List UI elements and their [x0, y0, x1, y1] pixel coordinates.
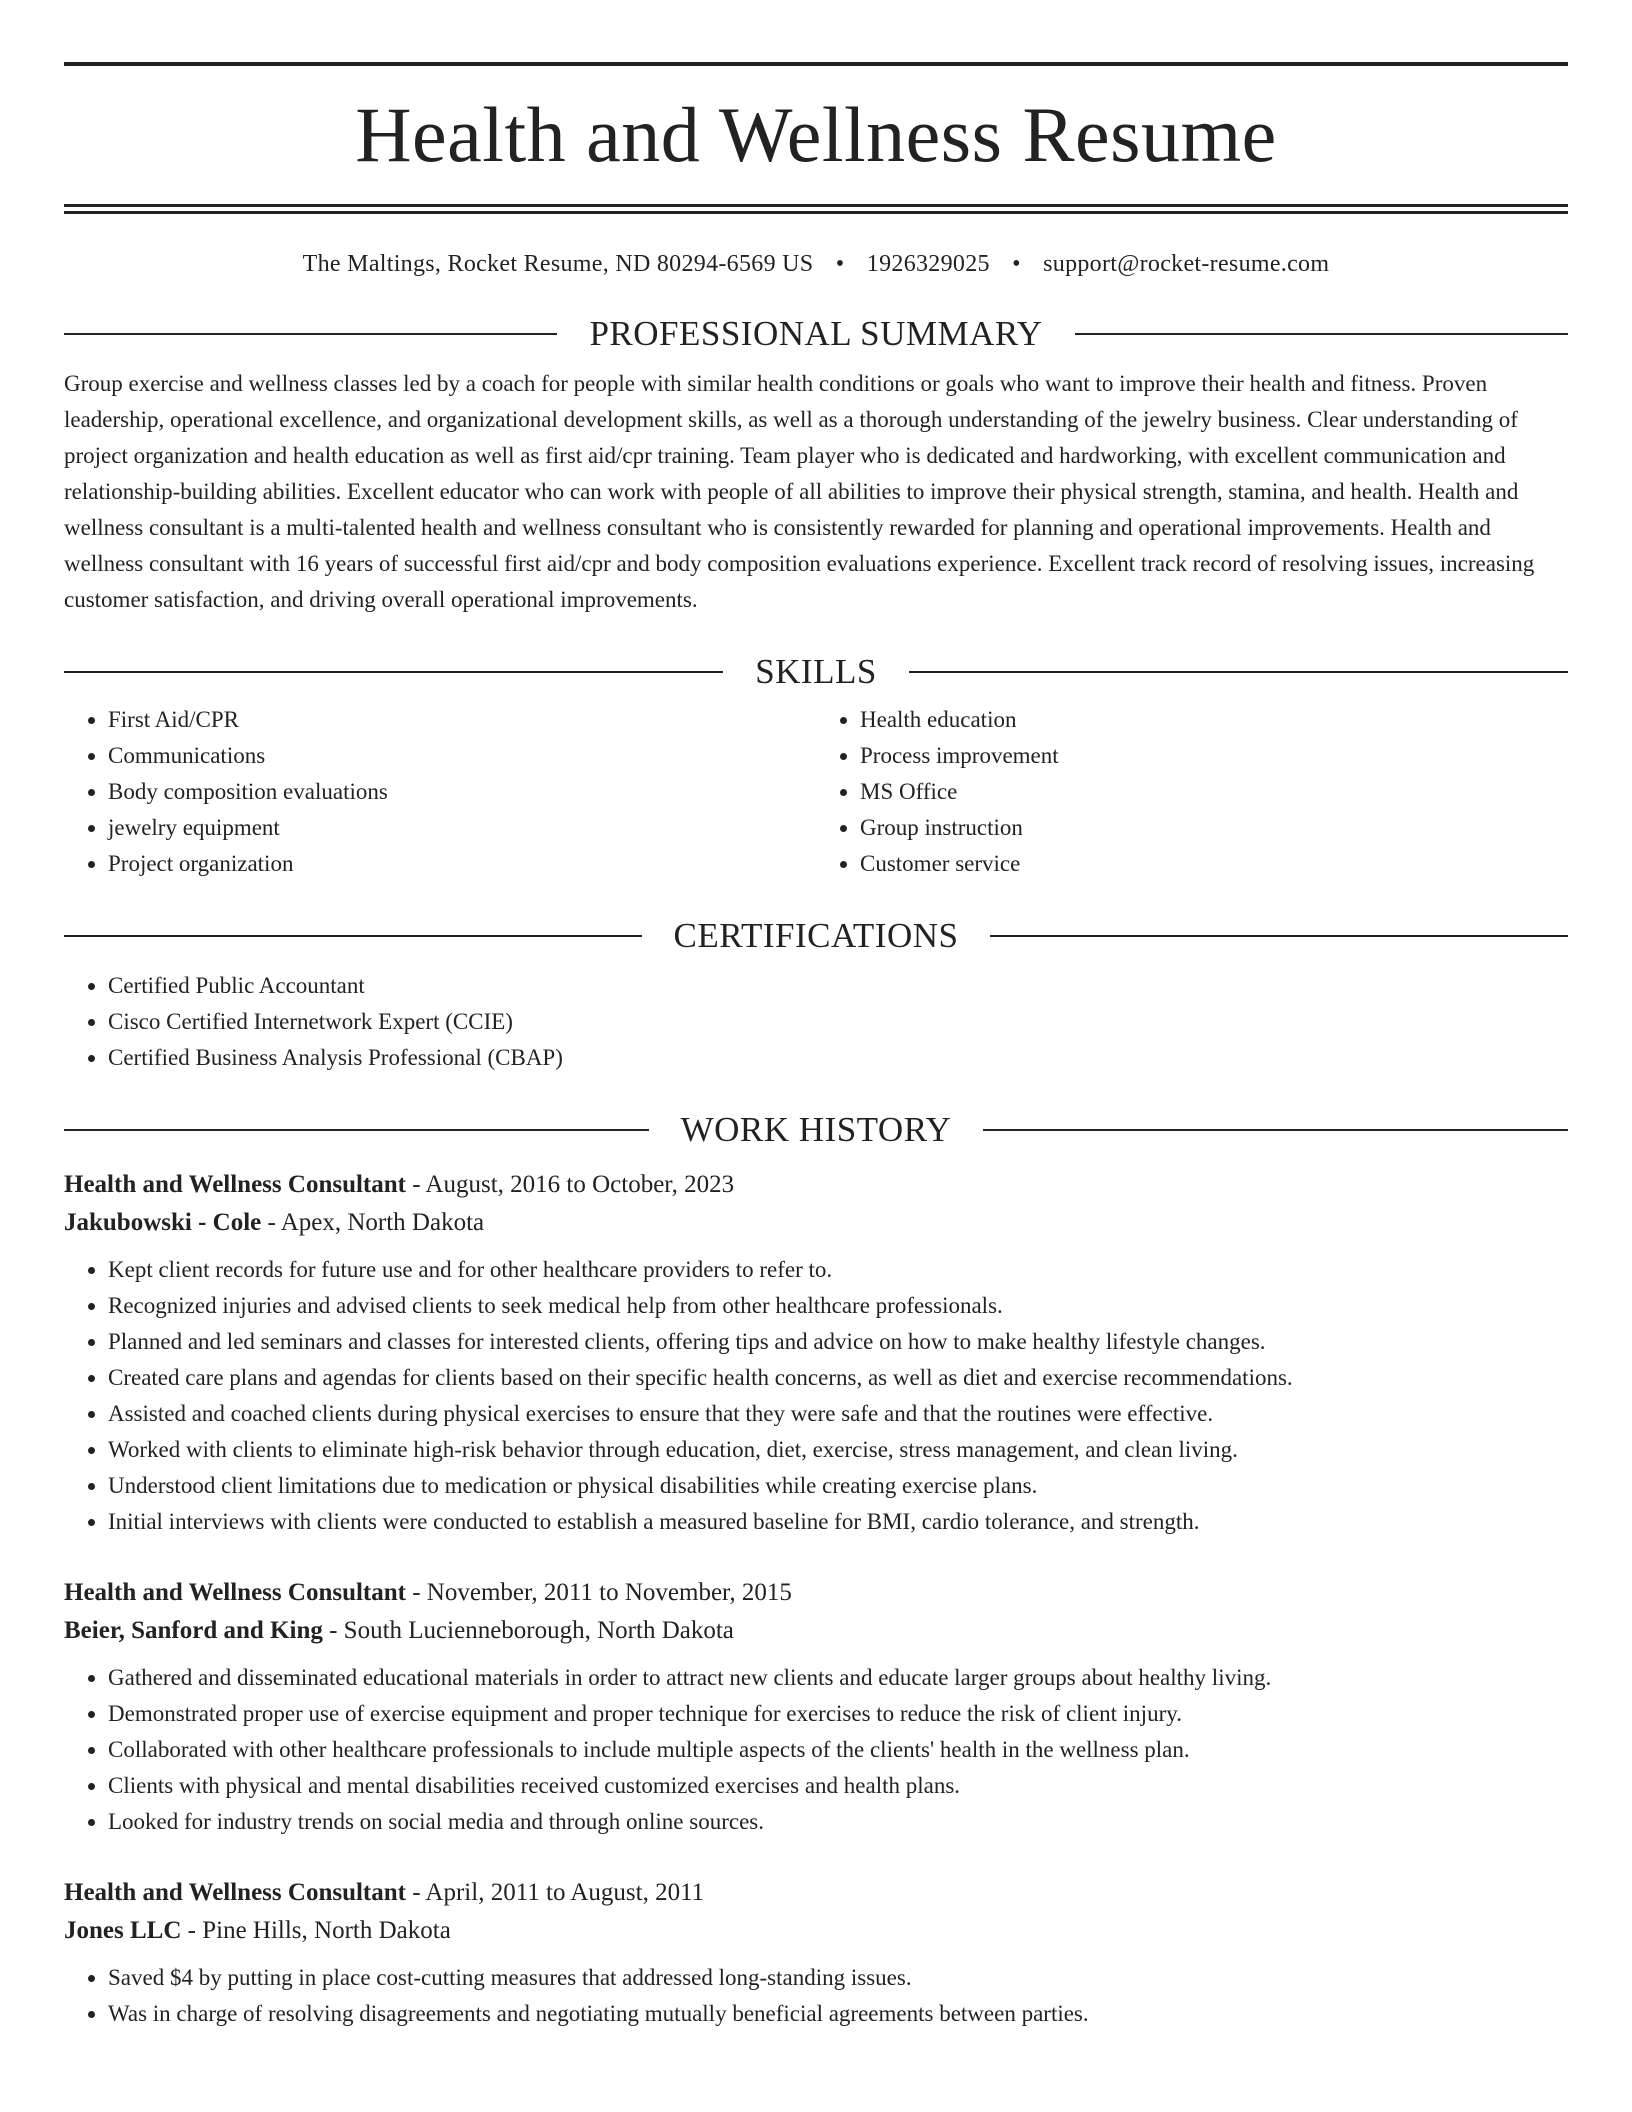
- job-bullet: • Gathered and disseminated educational materials in order to attract new clients and educate larger groups about healthy living.: [108, 1660, 1568, 1696]
- job-entry: [64, 1166, 1568, 1540]
- job-company: Jones LLC: [64, 1917, 182, 1944]
- contact-line: [64, 248, 1568, 280]
- section-title: WORK HISTORY: [680, 1110, 952, 1149]
- job-bullet: • Was in charge of resolving disagreements and negotiating mutually beneficial agreements between parties.: [108, 1996, 1568, 2032]
- job-entry: [64, 1874, 1568, 2032]
- skill-item: • Group instruction: [860, 810, 1568, 846]
- job-bullets: [64, 1660, 1568, 1840]
- job-bullet: • Clients with physical and mental disabilities received customized exercises and health plans.: [108, 1768, 1568, 1804]
- job-bullet: • Initial interviews with clients were conducted to establish a measured baseline for BMI, cardio tolerance, and strength.: [108, 1504, 1568, 1540]
- certification-item: • Cisco Certified Internetwork Expert (CCIE): [108, 1004, 1568, 1040]
- section-title: PROFESSIONAL SUMMARY: [589, 314, 1043, 353]
- certification-item: • Certified Public Accountant: [108, 968, 1568, 1004]
- section-title: SKILLS: [755, 652, 877, 691]
- job-title-line: [64, 1166, 1568, 1204]
- job-company: Jakubowski - Cole: [64, 1209, 262, 1236]
- top-rule: [64, 62, 1568, 66]
- heading-rule-right: [990, 935, 1568, 937]
- job-title: Health and Wellness Consultant: [64, 1171, 406, 1198]
- heading-rule-right: [1075, 333, 1568, 335]
- job-bullet: • Demonstrated proper use of exercise equipment and proper technique for exercises to reduce the risk of client injury.: [108, 1696, 1568, 1732]
- job-title-line: [64, 1874, 1568, 1912]
- contact-separator: •: [1012, 251, 1021, 277]
- job-location: - Pine Hills, North Dakota: [181, 1917, 451, 1944]
- job-bullet: • Kept client records for future use and for other healthcare providers to refer to.: [108, 1252, 1568, 1288]
- resume-title: Health and Wellness Resume: [355, 91, 1277, 178]
- job-bullet: • Assisted and coached clients during physical exercises to ensure that they were safe and that the routines were effective.: [108, 1396, 1568, 1432]
- section-heading-summary: [64, 314, 1568, 354]
- skills-grid: [64, 702, 1568, 882]
- heading-rule-left: [64, 671, 723, 673]
- skills-list-right: [816, 702, 1568, 882]
- skill-item: • MS Office: [860, 774, 1568, 810]
- contact-address: The Maltings, Rocket Resume, ND 80294-6569 US: [302, 251, 814, 277]
- skill-item: • jewelry equipment: [108, 810, 816, 846]
- skill-item: • Process improvement: [860, 738, 1568, 774]
- heading-rule-left: [64, 333, 557, 335]
- heading-rule-right: [983, 1129, 1568, 1131]
- job-bullet: • Understood client limitations due to medication or physical disabilities while creating exercise plans.: [108, 1468, 1568, 1504]
- heading-rule-left: [64, 935, 642, 937]
- job-title-line: [64, 1574, 1568, 1612]
- job-bullet: • Created care plans and agendas for clients based on their specific health concerns, as well as diet and exercise recommendations.: [108, 1360, 1568, 1396]
- job-company: Beier, Sanford and King: [64, 1617, 323, 1644]
- skill-item: • Customer service: [860, 846, 1568, 882]
- job-company-line: [64, 1204, 1568, 1242]
- job-dates: - April, 2011 to August, 2011: [405, 1879, 705, 1906]
- contact-phone: 1926329025: [866, 251, 990, 277]
- skill-item: • Communications: [108, 738, 816, 774]
- job-bullet: • Planned and led seminars and classes for interested clients, offering tips and advice on how to make healthy lifestyle changes.: [108, 1324, 1568, 1360]
- job-location: - South Lucienneborough, North Dakota: [322, 1617, 734, 1644]
- job-bullet: • Collaborated with other healthcare professionals to include multiple aspects of the clients' health in the wellness plan.: [108, 1732, 1568, 1768]
- summary-text: Group exercise and wellness classes led by a coach for people with similar health conditions or goals who want to improve their health and fitness. Proven leadership, operational excellence, and organizational development skills, as well as a thorough understanding of the jewelry business. Clear understanding of project organization and health education as well as first aid/cpr training. Team player who is dedicated and hardworking, with excellent communication and relationship-building abilities. Excellent educator who can work with people of all abilities to improve their physical strength, stamina, and health. Health and wellness consultant is a multi-talented health and wellness consultant who is consistently rewarded for planning and operational improvements. Health and wellness consultant with 16 years of successful first aid/cpr and body composition evaluations experience. Excellent track record of resolving issues, increasing customer satisfaction, and driving overall operational improvements.: [64, 371, 1535, 612]
- certification-item: • Certified Business Analysis Professional (CBAP): [108, 1040, 1568, 1076]
- skill-item: • Project organization: [108, 846, 816, 882]
- contact-separator: •: [835, 251, 845, 277]
- job-bullets: [64, 1252, 1568, 1540]
- job-bullets: [64, 1960, 1568, 2032]
- job-bullet: • Saved $4 by putting in place cost-cutting measures that addressed long-standing issues.: [108, 1960, 1568, 1996]
- skills-list-left: [64, 702, 816, 882]
- section-title: CERTIFICATIONS: [673, 916, 959, 955]
- job-bullet: • Looked for industry trends on social media and through online sources.: [108, 1804, 1568, 1840]
- section-heading-skills: [64, 652, 1568, 692]
- skill-item: • First Aid/CPR: [108, 702, 816, 738]
- job-title: Health and Wellness Consultant: [64, 1879, 406, 1906]
- job-dates: - August, 2016 to October, 2023: [405, 1171, 735, 1198]
- heading-rule-right: [909, 671, 1568, 673]
- certifications-list: [64, 968, 1568, 1076]
- title-double-rule: [64, 204, 1568, 214]
- job-company-line: [64, 1612, 1568, 1650]
- job-dates: - November, 2011 to November, 2015: [405, 1579, 792, 1606]
- job-bullet: • Recognized injuries and advised clients to seek medical help from other healthcare professionals.: [108, 1288, 1568, 1324]
- job-bullet: • Worked with clients to eliminate high-risk behavior through education, diet, exercise, stress management, and clean living.: [108, 1432, 1568, 1468]
- heading-rule-left: [64, 1129, 649, 1131]
- section-heading-certifications: [64, 916, 1568, 956]
- skill-item: • Body composition evaluations: [108, 774, 816, 810]
- contact-email: support@rocket-resume.com: [1043, 251, 1330, 277]
- skill-item: • Health education: [860, 702, 1568, 738]
- job-title: Health and Wellness Consultant: [64, 1579, 406, 1606]
- job-entry: [64, 1574, 1568, 1840]
- section-heading-work-history: [64, 1110, 1568, 1150]
- job-company-line: [64, 1912, 1568, 1950]
- job-location: - Apex, North Dakota: [261, 1209, 485, 1236]
